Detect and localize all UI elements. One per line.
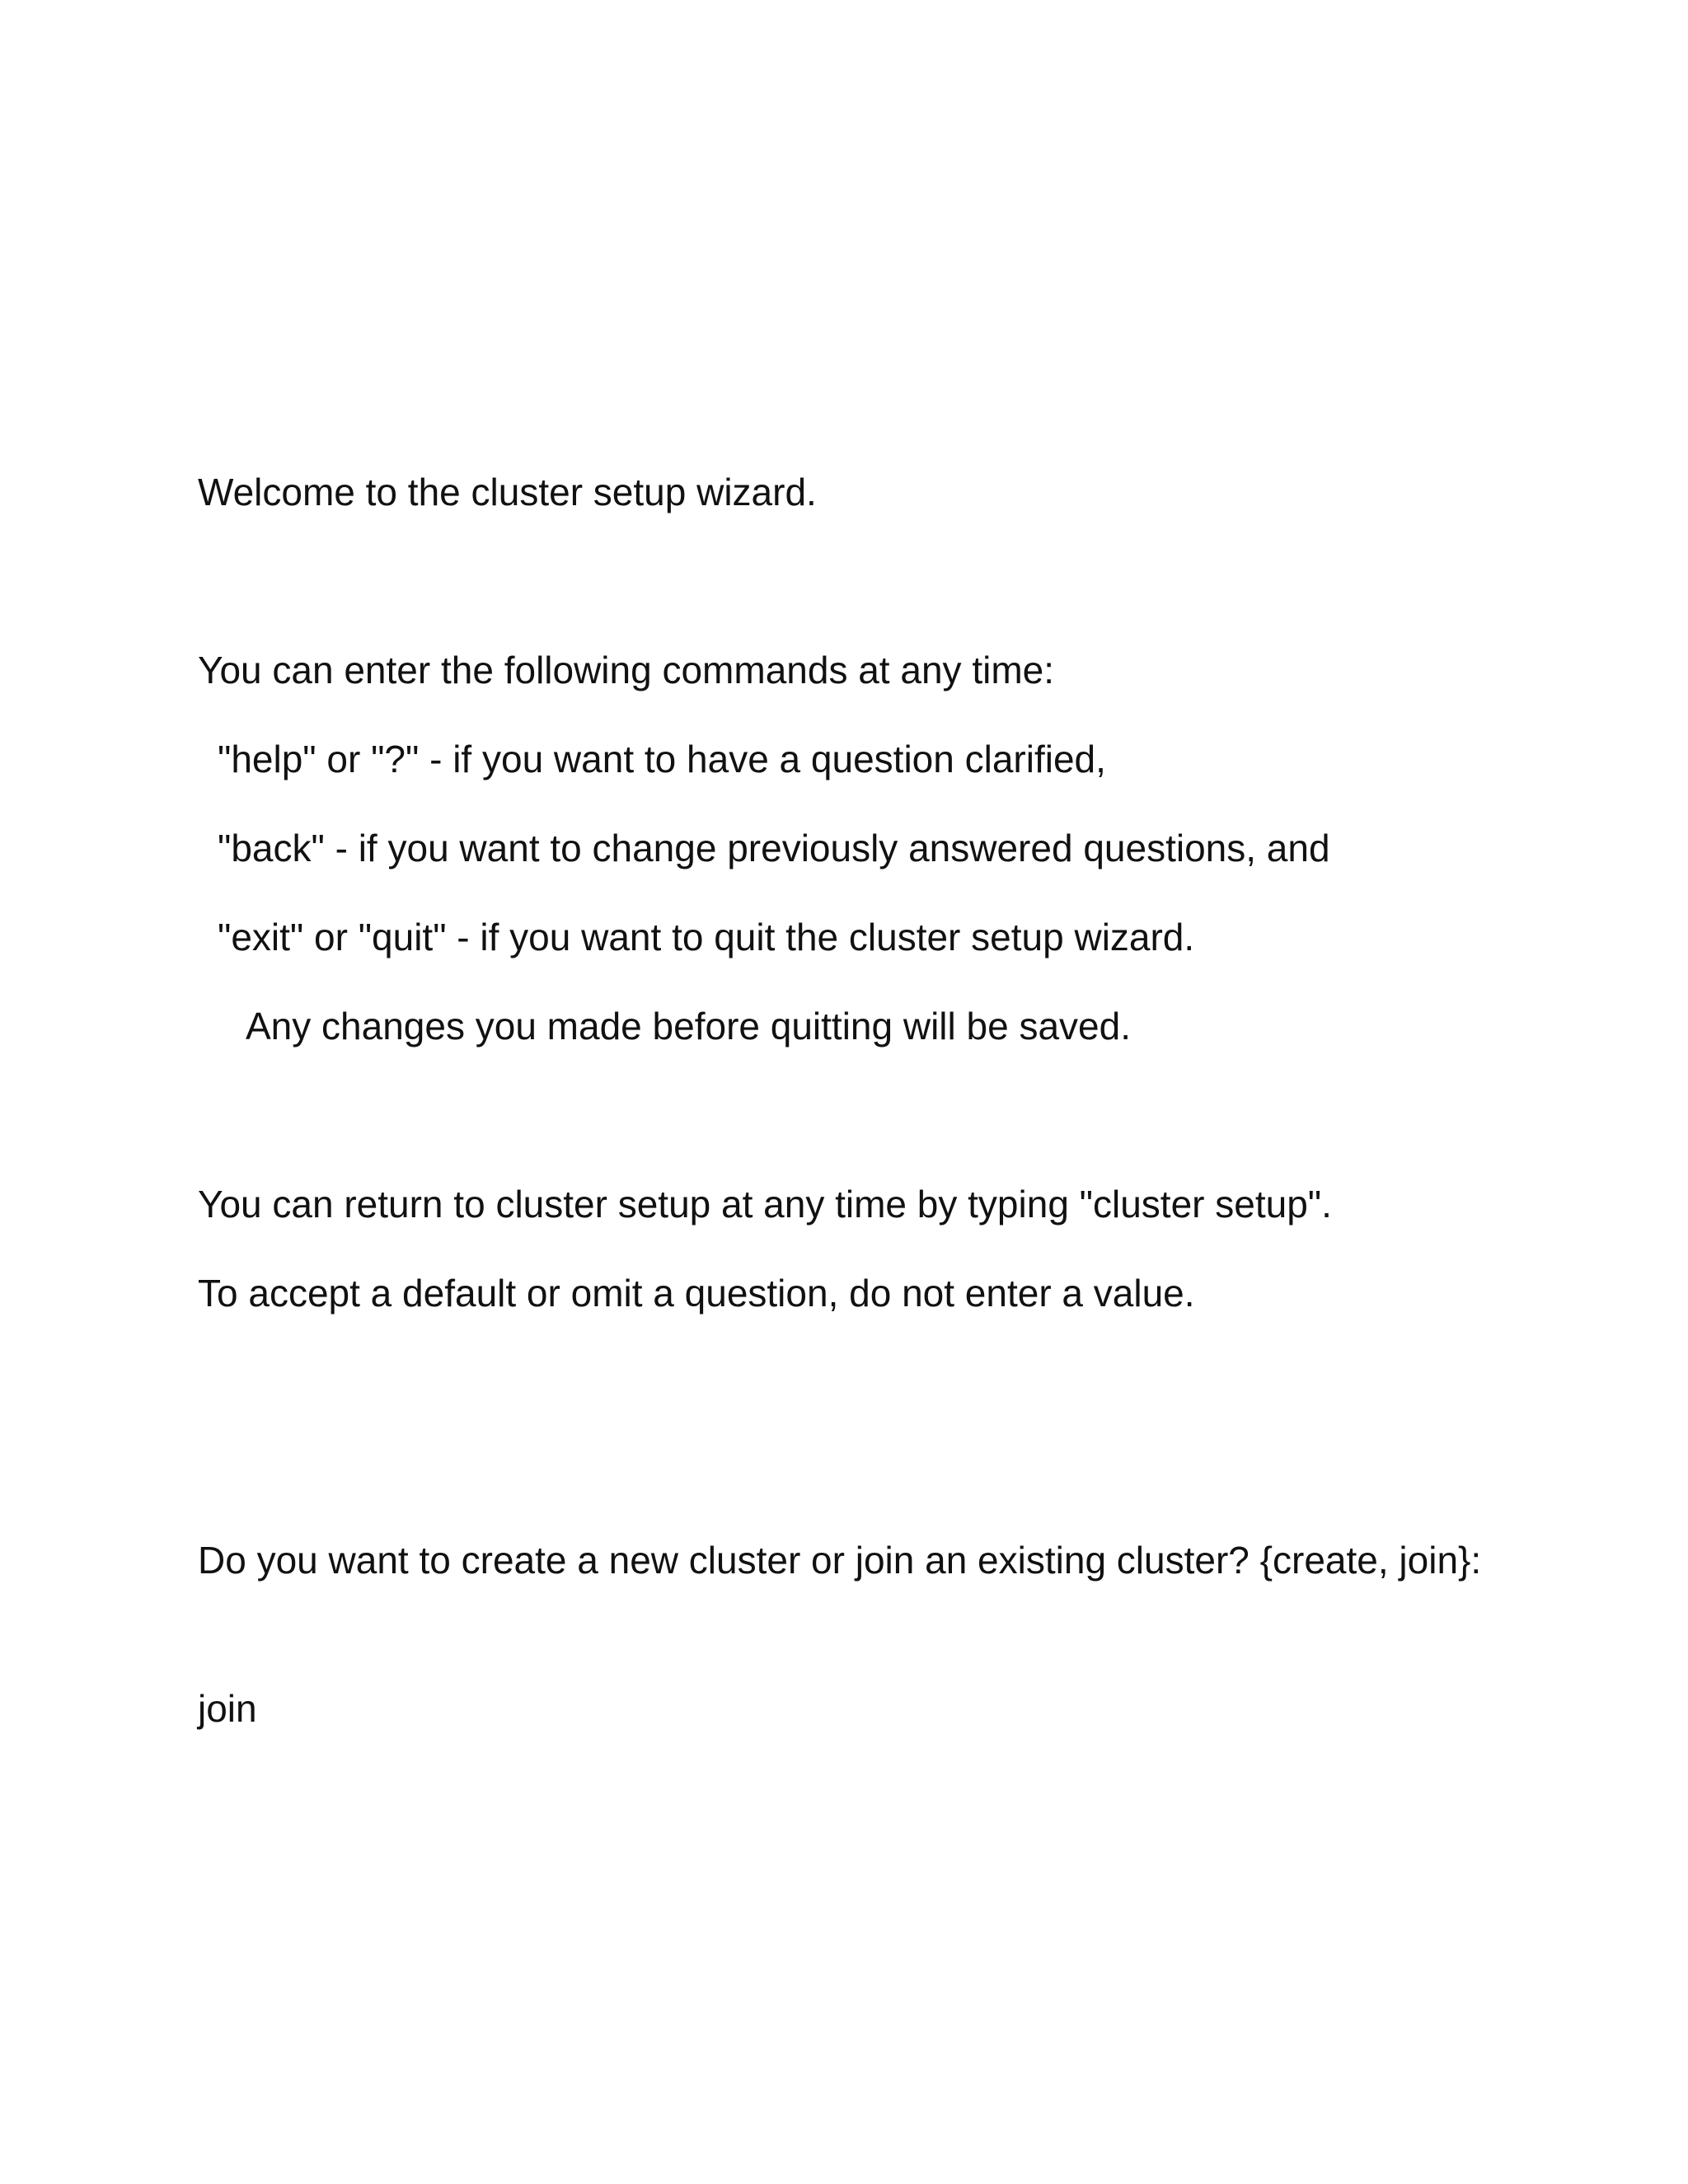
cluster-question: Do you want to create a new cluster or join an existing cluster? {create, join}:	[198, 1539, 1482, 1582]
default-note: To accept a default or omit a question, do not enter a value.	[198, 1272, 1195, 1315]
return-note: You can return to cluster setup at any time by typing "cluster setup".	[198, 1183, 1332, 1226]
command-back: "back" - if you want to change previously answered questions, and	[218, 827, 1330, 869]
save-note: Any changes you made before quitting will be saved.	[246, 1005, 1131, 1047]
commands-intro: You can enter the following commands at any time:	[198, 649, 1054, 691]
welcome-text: Welcome to the cluster setup wizard.	[198, 471, 817, 513]
command-help: "help" or "?" - if you want to have a question clarified,	[218, 738, 1106, 780]
cluster-answer: join	[198, 1687, 257, 1730]
command-exit: "exit" or "quit" - if you want to quit the cluster setup wizard.	[218, 916, 1195, 958]
